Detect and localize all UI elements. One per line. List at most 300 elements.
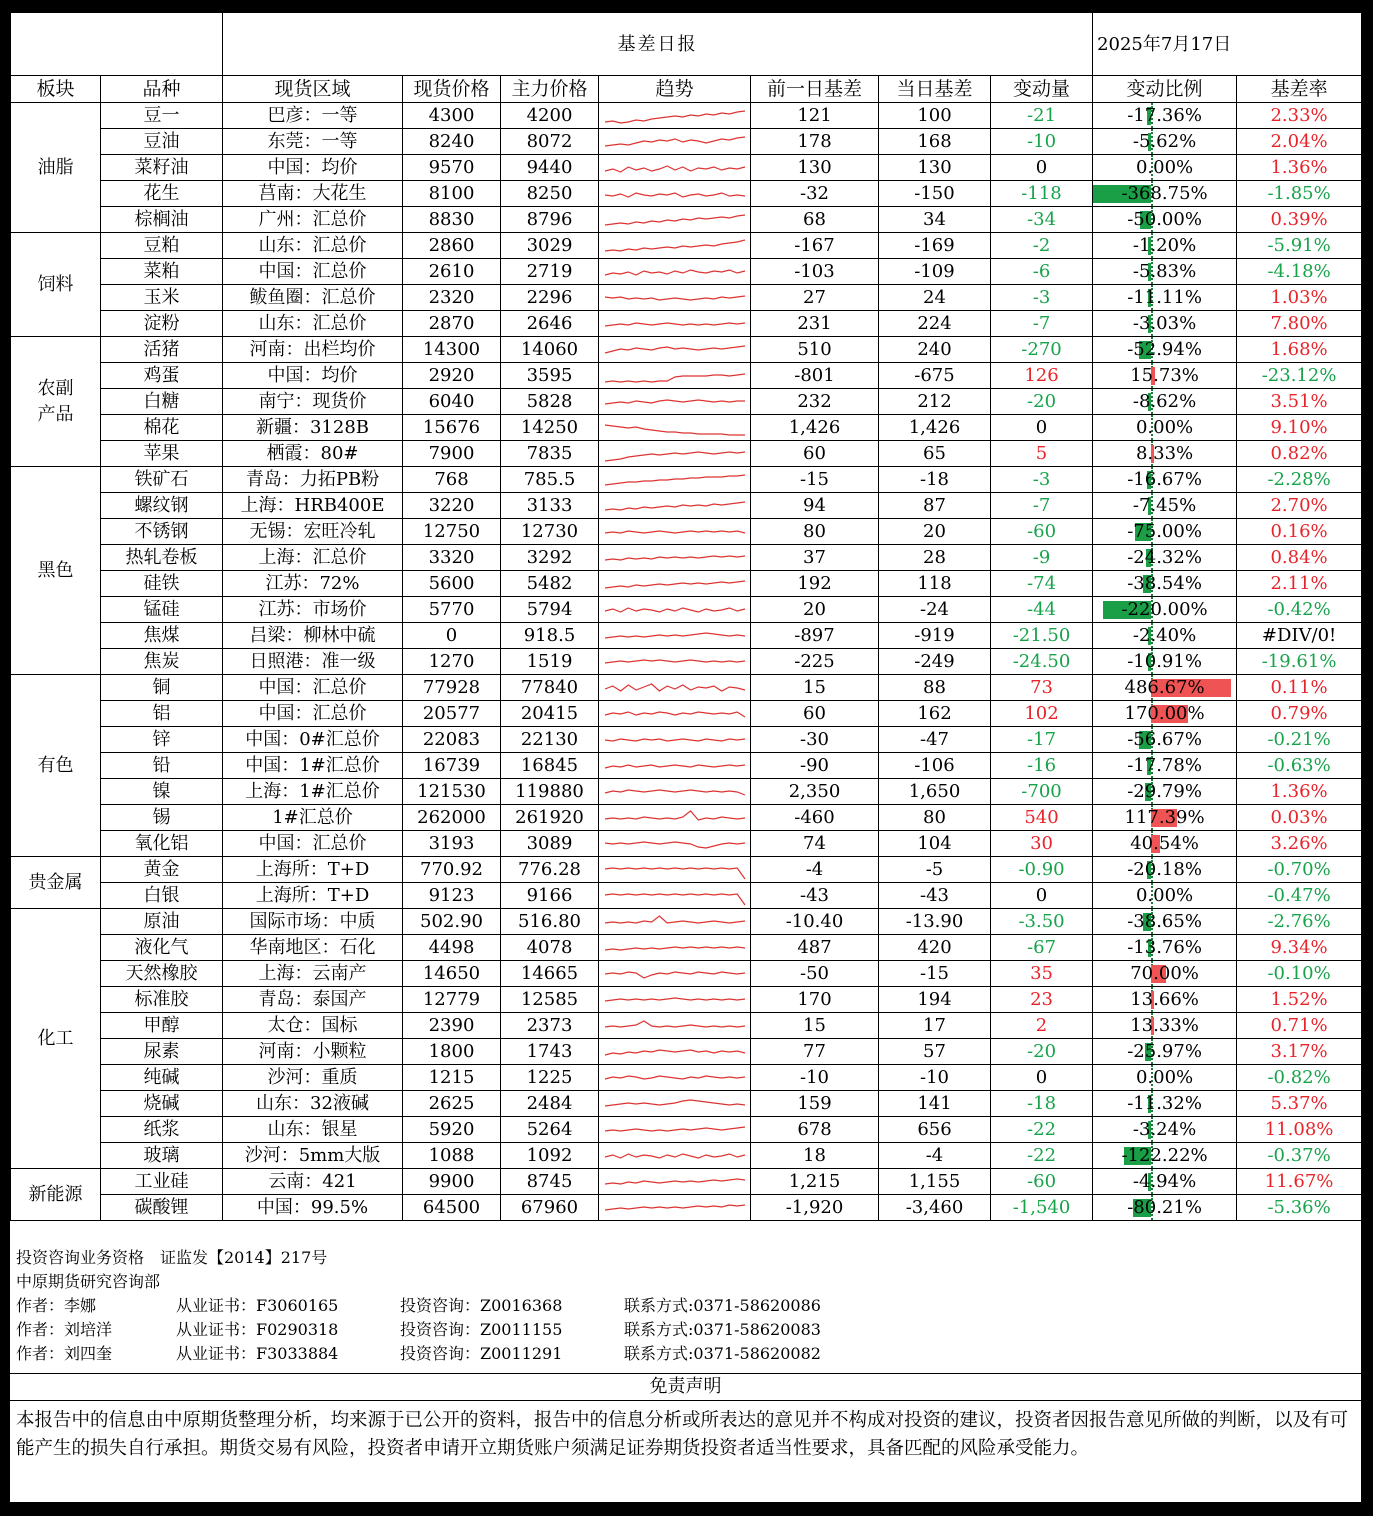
region-cell: 新疆：3128B (223, 415, 403, 441)
trend-cell (599, 233, 751, 259)
prev-basis-cell: 15 (751, 1013, 879, 1039)
spot-price-cell: 0 (403, 623, 501, 649)
main-price-cell: 67960 (501, 1195, 599, 1221)
main-price-cell: 8250 (501, 181, 599, 207)
cur-basis-cell: 240 (879, 337, 991, 363)
author-name: 作者：刘四奎 (16, 1344, 113, 1363)
spot-price-cell: 12779 (403, 987, 501, 1013)
item-cell: 氧化铝 (101, 831, 223, 857)
change-ratio-cell (1093, 1169, 1237, 1195)
table-row (11, 649, 1362, 675)
change-ratio-value: 0.00% (1135, 885, 1194, 906)
trend-sparkline (603, 1171, 747, 1193)
trend-line (605, 947, 745, 950)
region-cell: 莒南：大花生 (223, 181, 403, 207)
change-ratio-cell (1093, 883, 1237, 909)
prev-basis-cell: 80 (751, 519, 879, 545)
cur-basis-cell: -675 (879, 363, 991, 389)
item-cell: 菜粕 (101, 259, 223, 285)
item-cell: 锰硅 (101, 597, 223, 623)
trend-sparkline (603, 1067, 747, 1089)
change-cell: -3 (991, 467, 1093, 493)
cur-basis-cell: 17 (879, 1013, 991, 1039)
prev-basis-cell: 510 (751, 337, 879, 363)
region-cell: 云南：421 (223, 1169, 403, 1195)
cur-basis-cell: 80 (879, 805, 991, 831)
change-ratio-value: 0.00% (1135, 417, 1194, 438)
change-ratio-cell (1093, 961, 1237, 987)
basis-rate-cell: 3.17% (1237, 1039, 1362, 1065)
trend-cell (599, 311, 751, 337)
main-price-cell: 8745 (501, 1169, 599, 1195)
trend-cell (599, 753, 751, 779)
change-cell: -3 (991, 285, 1093, 311)
author-consult: 投资咨询：Z0011155 (400, 1320, 563, 1339)
trend-sparkline (603, 755, 747, 777)
trend-sparkline (603, 963, 747, 985)
item-cell: 甲醇 (101, 1013, 223, 1039)
basis-rate-cell: -2.76% (1237, 909, 1362, 935)
basis-rate-cell: -0.21% (1237, 727, 1362, 753)
report-title: 基差日报 (223, 13, 1093, 76)
trend-cell (599, 987, 751, 1013)
change-ratio-value: -3.24% (1132, 1119, 1197, 1140)
trend-sparkline (603, 1015, 747, 1037)
prev-basis-cell: 60 (751, 441, 879, 467)
region-cell: 东莞：一等 (223, 129, 403, 155)
prev-basis-cell: 27 (751, 285, 879, 311)
trend-cell (599, 103, 751, 129)
trend-sparkline (603, 261, 747, 283)
trend-sparkline (603, 859, 747, 881)
trend-sparkline (603, 339, 747, 361)
trend-sparkline (603, 495, 747, 517)
main-price-cell: 1519 (501, 649, 599, 675)
author-consult: 投资咨询：Z0016368 (400, 1296, 563, 1315)
trend-cell (599, 961, 751, 987)
author-consult: 投资咨询：Z0011291 (400, 1344, 563, 1363)
region-cell: 吕梁：柳林中硫 (223, 623, 403, 649)
basis-rate-cell: 1.36% (1237, 779, 1362, 805)
region-cell: 中国：0#汇总价 (223, 727, 403, 753)
prev-basis-cell: 231 (751, 311, 879, 337)
cur-basis-cell: -43 (879, 883, 991, 909)
table-row (11, 233, 1362, 259)
cur-basis-cell: 34 (879, 207, 991, 233)
cur-basis-cell: 194 (879, 987, 991, 1013)
change-cell: -3.50 (991, 909, 1093, 935)
change-cell: -270 (991, 337, 1093, 363)
region-cell: 栖霞：80# (223, 441, 403, 467)
table-row (11, 1065, 1362, 1091)
main-price-cell: 5264 (501, 1117, 599, 1143)
column-header: 当日基差 (879, 76, 991, 103)
change-ratio-cell (1093, 1143, 1237, 1169)
item-cell: 硅铁 (101, 571, 223, 597)
spot-price-cell: 9900 (403, 1169, 501, 1195)
trend-cell (599, 623, 751, 649)
trend-line (605, 111, 745, 123)
prev-basis-cell: -225 (751, 649, 879, 675)
cur-basis-cell: -249 (879, 649, 991, 675)
trend-cell (599, 545, 751, 571)
main-price-cell: 2373 (501, 1013, 599, 1039)
trend-line (605, 998, 745, 1001)
region-cell: 河南：小颗粒 (223, 1039, 403, 1065)
main-price-cell: 4200 (501, 103, 599, 129)
basis-rate-cell: 3.51% (1237, 389, 1362, 415)
main-price-cell: 5794 (501, 597, 599, 623)
change-ratio-value: -50.00% (1127, 209, 1202, 230)
spot-price-cell: 3320 (403, 545, 501, 571)
item-cell: 菜籽油 (101, 155, 223, 181)
trend-line (605, 1100, 745, 1106)
prev-basis-cell: 77 (751, 1039, 879, 1065)
basis-rate-cell: 0.39% (1237, 207, 1362, 233)
trend-cell (599, 805, 751, 831)
trend-sparkline (603, 365, 747, 387)
footer (10, 1243, 1361, 1502)
main-price-cell: 8072 (501, 129, 599, 155)
trend-cell (599, 441, 751, 467)
region-cell: 上海：云南产 (223, 961, 403, 987)
trend-sparkline (603, 833, 747, 855)
trend-cell (599, 701, 751, 727)
trend-cell (599, 519, 751, 545)
cur-basis-cell: 1,650 (879, 779, 991, 805)
cur-basis-cell: 20 (879, 519, 991, 545)
cur-basis-cell: 141 (879, 1091, 991, 1117)
prev-basis-cell: -897 (751, 623, 879, 649)
trend-line (605, 346, 745, 353)
prev-basis-cell: 20 (751, 597, 879, 623)
cur-basis-cell: -13.90 (879, 909, 991, 935)
trend-cell (599, 493, 751, 519)
trend-sparkline (603, 911, 747, 933)
change-ratio-value: -11.11% (1127, 287, 1202, 308)
trend-line (605, 868, 745, 879)
basis-rate-cell: -19.61% (1237, 649, 1362, 675)
spot-price-cell: 5920 (403, 1117, 501, 1143)
cur-basis-cell: -4 (879, 1143, 991, 1169)
change-ratio-cell (1093, 753, 1237, 779)
change-ratio-value: -80.21% (1127, 1197, 1202, 1218)
disclaimer-title: 免责声明 (10, 1373, 1361, 1401)
prev-basis-cell: -32 (751, 181, 879, 207)
basis-rate-cell: -0.10% (1237, 961, 1362, 987)
item-cell: 纸浆 (101, 1117, 223, 1143)
region-cell: 青岛：力拓PB粉 (223, 467, 403, 493)
trend-sparkline (603, 989, 747, 1011)
change-ratio-cell (1093, 207, 1237, 233)
column-header: 板块 (11, 76, 101, 103)
prev-basis-cell: -10 (751, 1065, 879, 1091)
change-ratio-value: -1.20% (1132, 235, 1197, 256)
trend-sparkline (603, 1145, 747, 1167)
change-ratio-cell (1093, 337, 1237, 363)
trend-line (605, 1179, 745, 1184)
author-contact: 联系方式:0371-58620086 (624, 1296, 821, 1315)
region-cell: 1#汇总价 (223, 805, 403, 831)
change-ratio-value: -13.76% (1127, 937, 1202, 958)
table-row (11, 415, 1362, 441)
trend-sparkline (603, 131, 747, 153)
region-cell: 山东：汇总价 (223, 233, 403, 259)
table-row (11, 1039, 1362, 1065)
sector-cell: 农副产品 (11, 337, 101, 467)
basis-rate-cell: -4.18% (1237, 259, 1362, 285)
table-row (11, 1091, 1362, 1117)
item-cell: 螺纹钢 (101, 493, 223, 519)
change-ratio-value: -17.36% (1127, 105, 1202, 126)
change-cell: -700 (991, 779, 1093, 805)
main-price-cell: 12585 (501, 987, 599, 1013)
item-cell: 锡 (101, 805, 223, 831)
trend-line (605, 215, 745, 225)
item-cell: 白银 (101, 883, 223, 909)
region-cell: 上海：HRB400E (223, 493, 403, 519)
change-cell: -1,540 (991, 1195, 1093, 1221)
basis-rate-cell: 0.82% (1237, 441, 1362, 467)
spot-price-cell: 770.92 (403, 857, 501, 883)
change-ratio-cell (1093, 155, 1237, 181)
trend-sparkline (603, 105, 747, 127)
trend-line (605, 739, 745, 741)
table-row (11, 1169, 1362, 1195)
main-price-cell: 918.5 (501, 623, 599, 649)
column-header: 变动量 (991, 76, 1093, 103)
trend-sparkline (603, 209, 747, 231)
cur-basis-cell: 168 (879, 129, 991, 155)
main-price-cell: 3133 (501, 493, 599, 519)
main-price-cell: 3089 (501, 831, 599, 857)
spot-price-cell: 2390 (403, 1013, 501, 1039)
table-row (11, 1013, 1362, 1039)
region-cell: 青岛：泰国产 (223, 987, 403, 1013)
region-cell: 中国：99.5% (223, 1195, 403, 1221)
item-cell: 热轧卷板 (101, 545, 223, 571)
change-cell: -2 (991, 233, 1093, 259)
change-cell: 23 (991, 987, 1093, 1013)
cur-basis-cell: -47 (879, 727, 991, 753)
trend-line (605, 400, 745, 404)
table-row (11, 753, 1362, 779)
report-date: 2025年7月17日 (1093, 13, 1362, 76)
column-header: 现货价格 (403, 76, 501, 103)
sector-cell: 油脂 (11, 103, 101, 233)
prev-basis-cell: -103 (751, 259, 879, 285)
trend-sparkline (603, 573, 747, 595)
prev-basis-cell: 15 (751, 675, 879, 701)
author-cert: 从业证书：F3060165 (176, 1296, 339, 1315)
spot-price-cell: 502.90 (403, 909, 501, 935)
table-row (11, 675, 1362, 701)
trend-sparkline (603, 599, 747, 621)
main-price-cell: 22130 (501, 727, 599, 753)
trend-cell (599, 1013, 751, 1039)
change-ratio-value: -5.83% (1132, 261, 1197, 282)
item-cell: 豆油 (101, 129, 223, 155)
basis-rate-cell: 0.84% (1237, 545, 1362, 571)
prev-basis-cell: 37 (751, 545, 879, 571)
region-cell: 河南：出栏均价 (223, 337, 403, 363)
cur-basis-cell: -15 (879, 961, 991, 987)
change-ratio-value: 170.00% (1124, 703, 1205, 724)
trend-line (605, 916, 745, 923)
change-ratio-value: -75.00% (1127, 521, 1202, 542)
table-row (11, 571, 1362, 597)
table-row (11, 987, 1362, 1013)
main-price-cell: 2719 (501, 259, 599, 285)
spot-price-cell: 77928 (403, 675, 501, 701)
region-cell: 无锡：宏旺冷轧 (223, 519, 403, 545)
item-cell: 棕榈油 (101, 207, 223, 233)
spot-price-cell: 15676 (403, 415, 501, 441)
trend-line (605, 296, 745, 300)
item-cell: 苹果 (101, 441, 223, 467)
trend-sparkline (603, 885, 747, 907)
trend-cell (599, 181, 751, 207)
region-cell: 上海：1#汇总价 (223, 779, 403, 805)
column-header: 前一日基差 (751, 76, 879, 103)
table-row (11, 311, 1362, 337)
change-cell: -7 (991, 493, 1093, 519)
trend-sparkline (603, 807, 747, 829)
trend-sparkline (603, 1197, 747, 1219)
trend-sparkline (603, 651, 747, 673)
spot-price-cell: 64500 (403, 1195, 501, 1221)
table-row (11, 857, 1362, 883)
main-price-cell: 12730 (501, 519, 599, 545)
column-header: 变动比例 (1093, 76, 1237, 103)
change-ratio-value: -16.67% (1127, 469, 1202, 490)
change-ratio-value: -56.67% (1127, 729, 1202, 750)
region-cell: 山东：银星 (223, 1117, 403, 1143)
change-cell: 35 (991, 961, 1093, 987)
change-ratio-cell (1093, 909, 1237, 935)
main-price-cell: 1092 (501, 1143, 599, 1169)
sector-cell: 有色 (11, 675, 101, 857)
spot-price-cell: 121530 (403, 779, 501, 805)
region-cell: 太仓：国标 (223, 1013, 403, 1039)
table-row (11, 181, 1362, 207)
change-ratio-value: -38.65% (1127, 911, 1202, 932)
table-row (11, 285, 1362, 311)
change-ratio-value: 0.00% (1135, 1067, 1194, 1088)
region-cell: 山东：汇总价 (223, 311, 403, 337)
basis-rate-cell: 0.11% (1237, 675, 1362, 701)
table-row (11, 389, 1362, 415)
prev-basis-cell: 487 (751, 935, 879, 961)
table-row (11, 701, 1362, 727)
region-cell: 上海所：T+D (223, 883, 403, 909)
trend-line (605, 502, 745, 510)
change-ratio-value: -220.00% (1121, 599, 1208, 620)
change-ratio-cell (1093, 311, 1237, 337)
basis-rate-cell: 2.04% (1237, 129, 1362, 155)
spot-price-cell: 1088 (403, 1143, 501, 1169)
author-contact: 联系方式:0371-58620082 (624, 1344, 821, 1363)
region-cell: 沙河：重质 (223, 1065, 403, 1091)
prev-basis-cell: 192 (751, 571, 879, 597)
spot-price-cell: 8100 (403, 181, 501, 207)
spot-price-cell: 22083 (403, 727, 501, 753)
spot-price-cell: 14300 (403, 337, 501, 363)
main-price-cell: 3595 (501, 363, 599, 389)
change-cell: 30 (991, 831, 1093, 857)
trend-line (605, 1076, 745, 1079)
main-price-cell: 5828 (501, 389, 599, 415)
basis-rate-cell: 1.36% (1237, 155, 1362, 181)
region-cell: 巴彦：一等 (223, 103, 403, 129)
change-cell: -9 (991, 545, 1093, 571)
change-cell: -22 (991, 1143, 1093, 1169)
item-cell: 焦炭 (101, 649, 223, 675)
change-ratio-value: -2.40% (1132, 625, 1197, 646)
change-cell: 5 (991, 441, 1093, 467)
change-ratio-value: -4.94% (1132, 1171, 1197, 1192)
region-cell: 广州：汇总价 (223, 207, 403, 233)
trend-cell (599, 649, 751, 675)
cur-basis-cell: 656 (879, 1117, 991, 1143)
trend-line (605, 270, 745, 275)
report-sheet (10, 12, 1361, 1502)
change-ratio-cell (1093, 259, 1237, 285)
trend-cell (599, 1091, 751, 1117)
change-cell: -20 (991, 389, 1093, 415)
trend-cell (599, 1169, 751, 1195)
column-header: 趋势 (599, 76, 751, 103)
item-cell: 标准胶 (101, 987, 223, 1013)
author-name: 作者：李娜 (16, 1296, 97, 1315)
main-price-cell: 2646 (501, 311, 599, 337)
prev-basis-cell: -801 (751, 363, 879, 389)
trend-sparkline (603, 287, 747, 309)
prev-basis-cell: 178 (751, 129, 879, 155)
change-cell: -34 (991, 207, 1093, 233)
spot-price-cell: 1270 (403, 649, 501, 675)
cur-basis-cell: -169 (879, 233, 991, 259)
main-price-cell: 9166 (501, 883, 599, 909)
region-cell: 沙河：5mm大版 (223, 1143, 403, 1169)
cur-basis-cell: -5 (879, 857, 991, 883)
trend-line (605, 894, 745, 905)
change-ratio-value: 486.67% (1124, 677, 1205, 698)
prev-basis-cell: 94 (751, 493, 879, 519)
change-ratio-value: -38.54% (1127, 573, 1202, 594)
region-cell: 中国：汇总价 (223, 675, 403, 701)
trend-sparkline (603, 313, 747, 335)
spot-price-cell: 7900 (403, 441, 501, 467)
header-row (11, 76, 1362, 103)
prev-basis-cell: -30 (751, 727, 879, 753)
trend-cell (599, 831, 751, 857)
prev-basis-cell: -50 (751, 961, 879, 987)
trend-cell (599, 285, 751, 311)
column-header: 品种 (101, 76, 223, 103)
item-cell: 豆粕 (101, 233, 223, 259)
change-ratio-value: -29.79% (1127, 781, 1202, 802)
item-cell: 天然橡胶 (101, 961, 223, 987)
qualification-text: 投资咨询业务资格 证监发【2014】217号 (16, 1248, 328, 1267)
table-row (11, 805, 1362, 831)
trend-line (605, 684, 745, 691)
trend-cell (599, 363, 751, 389)
main-price-cell: 2296 (501, 285, 599, 311)
region-cell: 国际市场：中质 (223, 909, 403, 935)
change-cell: 126 (991, 363, 1093, 389)
cur-basis-cell: 162 (879, 701, 991, 727)
